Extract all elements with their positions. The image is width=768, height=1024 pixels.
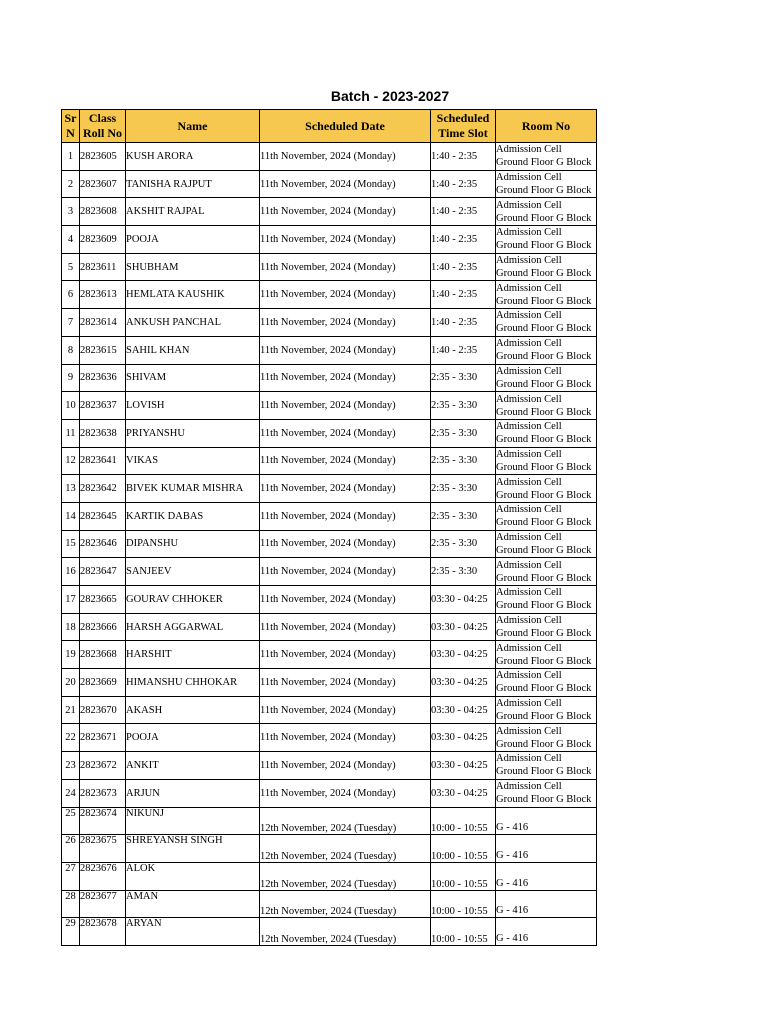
header-name: Name bbox=[126, 110, 260, 143]
roll-no-cell: 2823615 bbox=[80, 336, 126, 364]
room-line1: G - 416 bbox=[496, 849, 529, 861]
header-time bbox=[431, 110, 496, 143]
sr-cell: 8 bbox=[62, 336, 80, 364]
sr-cell: 16 bbox=[62, 558, 80, 586]
roll-no-cell: 2823672 bbox=[80, 752, 126, 780]
room-line1: Admission Cell bbox=[496, 199, 562, 211]
table-row bbox=[62, 281, 597, 309]
schedule-body bbox=[62, 143, 597, 946]
name-cell: ANKIT bbox=[126, 752, 260, 780]
date-cell: 11th November, 2024 (Monday) bbox=[260, 586, 431, 614]
roll-no-cell: 2823646 bbox=[80, 530, 126, 558]
room-line1: Admission Cell bbox=[496, 282, 562, 294]
time-slot-cell: 03:30 - 04:25 bbox=[431, 752, 496, 780]
room-line2: Ground Floor G Block bbox=[496, 295, 592, 307]
table-row bbox=[62, 807, 597, 835]
time-slot-cell: 1:40 - 2:35 bbox=[431, 143, 496, 171]
roll-no-cell: 2823637 bbox=[80, 392, 126, 420]
name-cell: SAHIL KHAN bbox=[126, 336, 260, 364]
table-row bbox=[62, 835, 597, 863]
room-cell bbox=[496, 143, 597, 171]
room-line2: Ground Floor G Block bbox=[496, 378, 592, 390]
header-row bbox=[62, 110, 597, 143]
sr-cell: 12 bbox=[62, 447, 80, 475]
time-slot-cell: 2:35 - 3:30 bbox=[431, 419, 496, 447]
room-line1: Admission Cell bbox=[496, 421, 562, 433]
room-cell bbox=[496, 419, 597, 447]
room-line1: Admission Cell bbox=[496, 338, 562, 350]
name-cell: SHIVAM bbox=[126, 364, 260, 392]
room-line2: Ground Floor G Block bbox=[496, 351, 592, 363]
header-roll-line2: Roll No bbox=[83, 126, 122, 140]
room-cell bbox=[496, 447, 597, 475]
time-slot-cell: 03:30 - 04:25 bbox=[431, 641, 496, 669]
date-cell: 11th November, 2024 (Monday) bbox=[260, 502, 431, 530]
room-cell bbox=[496, 724, 597, 752]
sr-cell: 13 bbox=[62, 475, 80, 503]
sr-cell: 25 bbox=[62, 807, 80, 835]
sr-cell: 19 bbox=[62, 641, 80, 669]
room-cell bbox=[496, 170, 597, 198]
header-sr-line1: Sr bbox=[64, 111, 77, 125]
room-line2: Ground Floor G Block bbox=[496, 683, 592, 695]
schedule-table bbox=[61, 109, 597, 946]
date-cell: 11th November, 2024 (Monday) bbox=[260, 226, 431, 254]
table-row bbox=[62, 696, 597, 724]
room-line1: G - 416 bbox=[496, 877, 529, 889]
room-cell bbox=[496, 392, 597, 420]
table-row bbox=[62, 475, 597, 503]
roll-no-cell: 2823678 bbox=[80, 918, 126, 946]
date-cell: 11th November, 2024 (Monday) bbox=[260, 752, 431, 780]
room-line1: Admission Cell bbox=[496, 255, 562, 267]
room-cell bbox=[496, 862, 597, 890]
date-cell: 11th November, 2024 (Monday) bbox=[260, 392, 431, 420]
table-row bbox=[62, 752, 597, 780]
date-cell: 11th November, 2024 (Monday) bbox=[260, 724, 431, 752]
room-cell bbox=[496, 696, 597, 724]
date-cell: 11th November, 2024 (Monday) bbox=[260, 309, 431, 337]
date-cell: 11th November, 2024 (Monday) bbox=[260, 170, 431, 198]
name-cell: SANJEEV bbox=[126, 558, 260, 586]
room-cell bbox=[496, 835, 597, 863]
time-slot-cell: 10:00 - 10:55 bbox=[431, 835, 496, 863]
table-row bbox=[62, 419, 597, 447]
roll-no-cell: 2823665 bbox=[80, 586, 126, 614]
header-sr bbox=[62, 110, 80, 143]
name-cell: ARYAN bbox=[126, 918, 260, 946]
table-row bbox=[62, 641, 597, 669]
room-cell bbox=[496, 475, 597, 503]
date-cell: 12th November, 2024 (Tuesday) bbox=[260, 835, 431, 863]
roll-no-cell: 2823605 bbox=[80, 143, 126, 171]
room-cell bbox=[496, 752, 597, 780]
date-cell: 11th November, 2024 (Monday) bbox=[260, 558, 431, 586]
room-line1: Admission Cell bbox=[496, 172, 562, 184]
roll-no-cell: 2823670 bbox=[80, 696, 126, 724]
room-line2: Ground Floor G Block bbox=[496, 323, 592, 335]
room-line2: Ground Floor G Block bbox=[496, 766, 592, 778]
roll-no-cell: 2823647 bbox=[80, 558, 126, 586]
table-row bbox=[62, 502, 597, 530]
name-cell: TANISHA RAJPUT bbox=[126, 170, 260, 198]
time-slot-cell: 03:30 - 04:25 bbox=[431, 724, 496, 752]
name-cell: NIKUNJ bbox=[126, 807, 260, 835]
roll-no-cell: 2823609 bbox=[80, 226, 126, 254]
name-cell: KARTIK DABAS bbox=[126, 502, 260, 530]
table-row bbox=[62, 364, 597, 392]
room-cell bbox=[496, 890, 597, 918]
date-cell: 12th November, 2024 (Tuesday) bbox=[260, 890, 431, 918]
name-cell: POOJA bbox=[126, 226, 260, 254]
room-line1: Admission Cell bbox=[496, 393, 562, 405]
header-roll bbox=[80, 110, 126, 143]
name-cell: LOVISH bbox=[126, 392, 260, 420]
sr-cell: 18 bbox=[62, 613, 80, 641]
date-cell: 11th November, 2024 (Monday) bbox=[260, 696, 431, 724]
date-cell: 11th November, 2024 (Monday) bbox=[260, 447, 431, 475]
sr-cell: 6 bbox=[62, 281, 80, 309]
roll-no-cell: 2823669 bbox=[80, 669, 126, 697]
date-cell: 11th November, 2024 (Monday) bbox=[260, 669, 431, 697]
date-cell: 11th November, 2024 (Monday) bbox=[260, 143, 431, 171]
time-slot-cell: 2:35 - 3:30 bbox=[431, 558, 496, 586]
header-room: Room No bbox=[496, 110, 597, 143]
time-slot-cell: 2:35 - 3:30 bbox=[431, 475, 496, 503]
room-line1: Admission Cell bbox=[496, 448, 562, 460]
date-cell: 11th November, 2024 (Monday) bbox=[260, 779, 431, 807]
table-row bbox=[62, 336, 597, 364]
roll-no-cell: 2823666 bbox=[80, 613, 126, 641]
room-line2: Ground Floor G Block bbox=[496, 406, 592, 418]
table-row bbox=[62, 890, 597, 918]
date-cell: 11th November, 2024 (Monday) bbox=[260, 253, 431, 281]
sr-cell: 28 bbox=[62, 890, 80, 918]
time-slot-cell: 1:40 - 2:35 bbox=[431, 253, 496, 281]
sr-cell: 27 bbox=[62, 862, 80, 890]
room-cell bbox=[496, 502, 597, 530]
room-cell bbox=[496, 364, 597, 392]
name-cell: PRIYANSHU bbox=[126, 419, 260, 447]
time-slot-cell: 1:40 - 2:35 bbox=[431, 309, 496, 337]
header-sr-line2: N bbox=[66, 126, 75, 140]
roll-no-cell: 2823636 bbox=[80, 364, 126, 392]
name-cell: GOURAV CHHOKER bbox=[126, 586, 260, 614]
room-line2: Ground Floor G Block bbox=[496, 628, 592, 640]
room-line1: Admission Cell bbox=[496, 227, 562, 239]
sr-cell: 9 bbox=[62, 364, 80, 392]
room-cell bbox=[496, 336, 597, 364]
sr-cell: 5 bbox=[62, 253, 80, 281]
name-cell: SHUBHAM bbox=[126, 253, 260, 281]
room-line2: Ground Floor G Block bbox=[496, 738, 592, 750]
table-row bbox=[62, 143, 597, 171]
name-cell: HARSHIT bbox=[126, 641, 260, 669]
time-slot-cell: 2:35 - 3:30 bbox=[431, 447, 496, 475]
table-row bbox=[62, 862, 597, 890]
table-row bbox=[62, 170, 597, 198]
name-cell: POOJA bbox=[126, 724, 260, 752]
sr-cell: 3 bbox=[62, 198, 80, 226]
room-line2: Ground Floor G Block bbox=[496, 600, 592, 612]
time-slot-cell: 10:00 - 10:55 bbox=[431, 918, 496, 946]
sr-cell: 7 bbox=[62, 309, 80, 337]
room-line1: Admission Cell bbox=[496, 531, 562, 543]
room-line2: Ground Floor G Block bbox=[496, 544, 592, 556]
roll-no-cell: 2823613 bbox=[80, 281, 126, 309]
time-slot-cell: 2:35 - 3:30 bbox=[431, 392, 496, 420]
room-line2: Ground Floor G Block bbox=[496, 185, 592, 197]
table-row bbox=[62, 253, 597, 281]
name-cell: VIKAS bbox=[126, 447, 260, 475]
time-slot-cell: 1:40 - 2:35 bbox=[431, 336, 496, 364]
date-cell: 11th November, 2024 (Monday) bbox=[260, 281, 431, 309]
room-line2: Ground Floor G Block bbox=[496, 517, 592, 529]
room-cell bbox=[496, 558, 597, 586]
room-line2: Ground Floor G Block bbox=[496, 711, 592, 723]
time-slot-cell: 10:00 - 10:55 bbox=[431, 862, 496, 890]
date-cell: 11th November, 2024 (Monday) bbox=[260, 530, 431, 558]
time-slot-cell: 10:00 - 10:55 bbox=[431, 807, 496, 835]
date-cell: 11th November, 2024 (Monday) bbox=[260, 641, 431, 669]
name-cell: ALOK bbox=[126, 862, 260, 890]
room-line1: Admission Cell bbox=[496, 698, 562, 710]
room-line1: G - 416 bbox=[496, 905, 529, 917]
room-cell bbox=[496, 281, 597, 309]
sr-cell: 26 bbox=[62, 835, 80, 863]
date-cell: 12th November, 2024 (Tuesday) bbox=[260, 807, 431, 835]
room-line2: Ground Floor G Block bbox=[496, 434, 592, 446]
date-cell: 11th November, 2024 (Monday) bbox=[260, 613, 431, 641]
room-cell bbox=[496, 613, 597, 641]
roll-no-cell: 2823607 bbox=[80, 170, 126, 198]
room-line2: Ground Floor G Block bbox=[496, 489, 592, 501]
sr-cell: 17 bbox=[62, 586, 80, 614]
room-cell bbox=[496, 779, 597, 807]
date-cell: 12th November, 2024 (Tuesday) bbox=[260, 862, 431, 890]
table-row bbox=[62, 558, 597, 586]
sr-cell: 1 bbox=[62, 143, 80, 171]
room-cell bbox=[496, 918, 597, 946]
room-line1: Admission Cell bbox=[496, 476, 562, 488]
time-slot-cell: 03:30 - 04:25 bbox=[431, 669, 496, 697]
sr-cell: 21 bbox=[62, 696, 80, 724]
name-cell: BIVEK KUMAR MISHRA bbox=[126, 475, 260, 503]
room-cell bbox=[496, 226, 597, 254]
room-line2: Ground Floor G Block bbox=[496, 794, 592, 806]
room-cell bbox=[496, 586, 597, 614]
room-line1: Admission Cell bbox=[496, 725, 562, 737]
time-slot-cell: 03:30 - 04:25 bbox=[431, 613, 496, 641]
time-slot-cell: 03:30 - 04:25 bbox=[431, 586, 496, 614]
table-row bbox=[62, 724, 597, 752]
sr-cell: 14 bbox=[62, 502, 80, 530]
room-line1: G - 416 bbox=[496, 932, 529, 944]
name-cell: AKASH bbox=[126, 696, 260, 724]
name-cell: KUSH ARORA bbox=[126, 143, 260, 171]
date-cell: 12th November, 2024 (Tuesday) bbox=[260, 918, 431, 946]
roll-no-cell: 2823675 bbox=[80, 835, 126, 863]
room-line2: Ground Floor G Block bbox=[496, 268, 592, 280]
room-line1: Admission Cell bbox=[496, 781, 562, 793]
room-line2: Ground Floor G Block bbox=[496, 655, 592, 667]
time-slot-cell: 1:40 - 2:35 bbox=[431, 170, 496, 198]
table-row bbox=[62, 779, 597, 807]
name-cell: HIMANSHU CHHOKAR bbox=[126, 669, 260, 697]
room-cell bbox=[496, 530, 597, 558]
date-cell: 11th November, 2024 (Monday) bbox=[260, 364, 431, 392]
name-cell: ANKUSH PANCHAL bbox=[126, 309, 260, 337]
sr-cell: 2 bbox=[62, 170, 80, 198]
table-row bbox=[62, 226, 597, 254]
time-slot-cell: 2:35 - 3:30 bbox=[431, 530, 496, 558]
room-line2: Ground Floor G Block bbox=[496, 157, 592, 169]
time-slot-cell: 1:40 - 2:35 bbox=[431, 198, 496, 226]
time-slot-cell: 10:00 - 10:55 bbox=[431, 890, 496, 918]
name-cell: DIPANSHU bbox=[126, 530, 260, 558]
room-cell bbox=[496, 807, 597, 835]
roll-no-cell: 2823638 bbox=[80, 419, 126, 447]
name-cell: HARSH AGGARWAL bbox=[126, 613, 260, 641]
sr-cell: 15 bbox=[62, 530, 80, 558]
time-slot-cell: 2:35 - 3:30 bbox=[431, 364, 496, 392]
room-cell bbox=[496, 198, 597, 226]
table-row bbox=[62, 669, 597, 697]
room-line2: Ground Floor G Block bbox=[496, 572, 592, 584]
date-cell: 11th November, 2024 (Monday) bbox=[260, 419, 431, 447]
header-time-line2: Time Slot bbox=[438, 126, 488, 140]
roll-no-cell: 2823614 bbox=[80, 309, 126, 337]
roll-no-cell: 2823641 bbox=[80, 447, 126, 475]
name-cell: ARJUN bbox=[126, 779, 260, 807]
table-row bbox=[62, 392, 597, 420]
room-line1: Admission Cell bbox=[496, 559, 562, 571]
table-row bbox=[62, 309, 597, 337]
room-line1: Admission Cell bbox=[496, 310, 562, 322]
sr-cell: 23 bbox=[62, 752, 80, 780]
time-slot-cell: 03:30 - 04:25 bbox=[431, 696, 496, 724]
room-line1: Admission Cell bbox=[496, 753, 562, 765]
name-cell: AKSHIT RAJPAL bbox=[126, 198, 260, 226]
table-row bbox=[62, 530, 597, 558]
table-row bbox=[62, 198, 597, 226]
roll-no-cell: 2823673 bbox=[80, 779, 126, 807]
room-line1: Admission Cell bbox=[496, 670, 562, 682]
batch-title: Batch - 2023-2027 bbox=[330, 88, 450, 104]
table-row bbox=[62, 918, 597, 946]
room-line1: Admission Cell bbox=[496, 365, 562, 377]
date-cell: 11th November, 2024 (Monday) bbox=[260, 198, 431, 226]
sr-cell: 11 bbox=[62, 419, 80, 447]
room-cell bbox=[496, 309, 597, 337]
sr-cell: 22 bbox=[62, 724, 80, 752]
room-line1: Admission Cell bbox=[496, 504, 562, 516]
name-cell: AMAN bbox=[126, 890, 260, 918]
time-slot-cell: 1:40 - 2:35 bbox=[431, 281, 496, 309]
table-row bbox=[62, 613, 597, 641]
room-line1: G - 416 bbox=[496, 822, 529, 834]
room-line2: Ground Floor G Block bbox=[496, 212, 592, 224]
room-line1: Admission Cell bbox=[496, 144, 562, 156]
roll-no-cell: 2823611 bbox=[80, 253, 126, 281]
header-date: Scheduled Date bbox=[260, 110, 431, 143]
header-time-line1: Scheduled bbox=[436, 111, 490, 125]
sr-cell: 24 bbox=[62, 779, 80, 807]
room-cell bbox=[496, 641, 597, 669]
roll-no-cell: 2823676 bbox=[80, 862, 126, 890]
time-slot-cell: 03:30 - 04:25 bbox=[431, 779, 496, 807]
room-cell bbox=[496, 669, 597, 697]
room-line1: Admission Cell bbox=[496, 587, 562, 599]
date-cell: 11th November, 2024 (Monday) bbox=[260, 475, 431, 503]
name-cell: SHREYANSH SINGH bbox=[126, 835, 260, 863]
roll-no-cell: 2823608 bbox=[80, 198, 126, 226]
sr-cell: 29 bbox=[62, 918, 80, 946]
roll-no-cell: 2823671 bbox=[80, 724, 126, 752]
sr-cell: 20 bbox=[62, 669, 80, 697]
header-roll-line1: Class bbox=[88, 111, 117, 125]
roll-no-cell: 2823668 bbox=[80, 641, 126, 669]
room-line2: Ground Floor G Block bbox=[496, 240, 592, 252]
roll-no-cell: 2823674 bbox=[80, 807, 126, 835]
roll-no-cell: 2823645 bbox=[80, 502, 126, 530]
room-line1: Admission Cell bbox=[496, 615, 562, 627]
roll-no-cell: 2823677 bbox=[80, 890, 126, 918]
room-line2: Ground Floor G Block bbox=[496, 461, 592, 473]
name-cell: HEMLATA KAUSHIK bbox=[126, 281, 260, 309]
table-row bbox=[62, 447, 597, 475]
date-cell: 11th November, 2024 (Monday) bbox=[260, 336, 431, 364]
room-line1: Admission Cell bbox=[496, 642, 562, 654]
room-cell bbox=[496, 253, 597, 281]
sr-cell: 10 bbox=[62, 392, 80, 420]
sr-cell: 4 bbox=[62, 226, 80, 254]
time-slot-cell: 1:40 - 2:35 bbox=[431, 226, 496, 254]
time-slot-cell: 2:35 - 3:30 bbox=[431, 502, 496, 530]
table-row bbox=[62, 586, 597, 614]
roll-no-cell: 2823642 bbox=[80, 475, 126, 503]
